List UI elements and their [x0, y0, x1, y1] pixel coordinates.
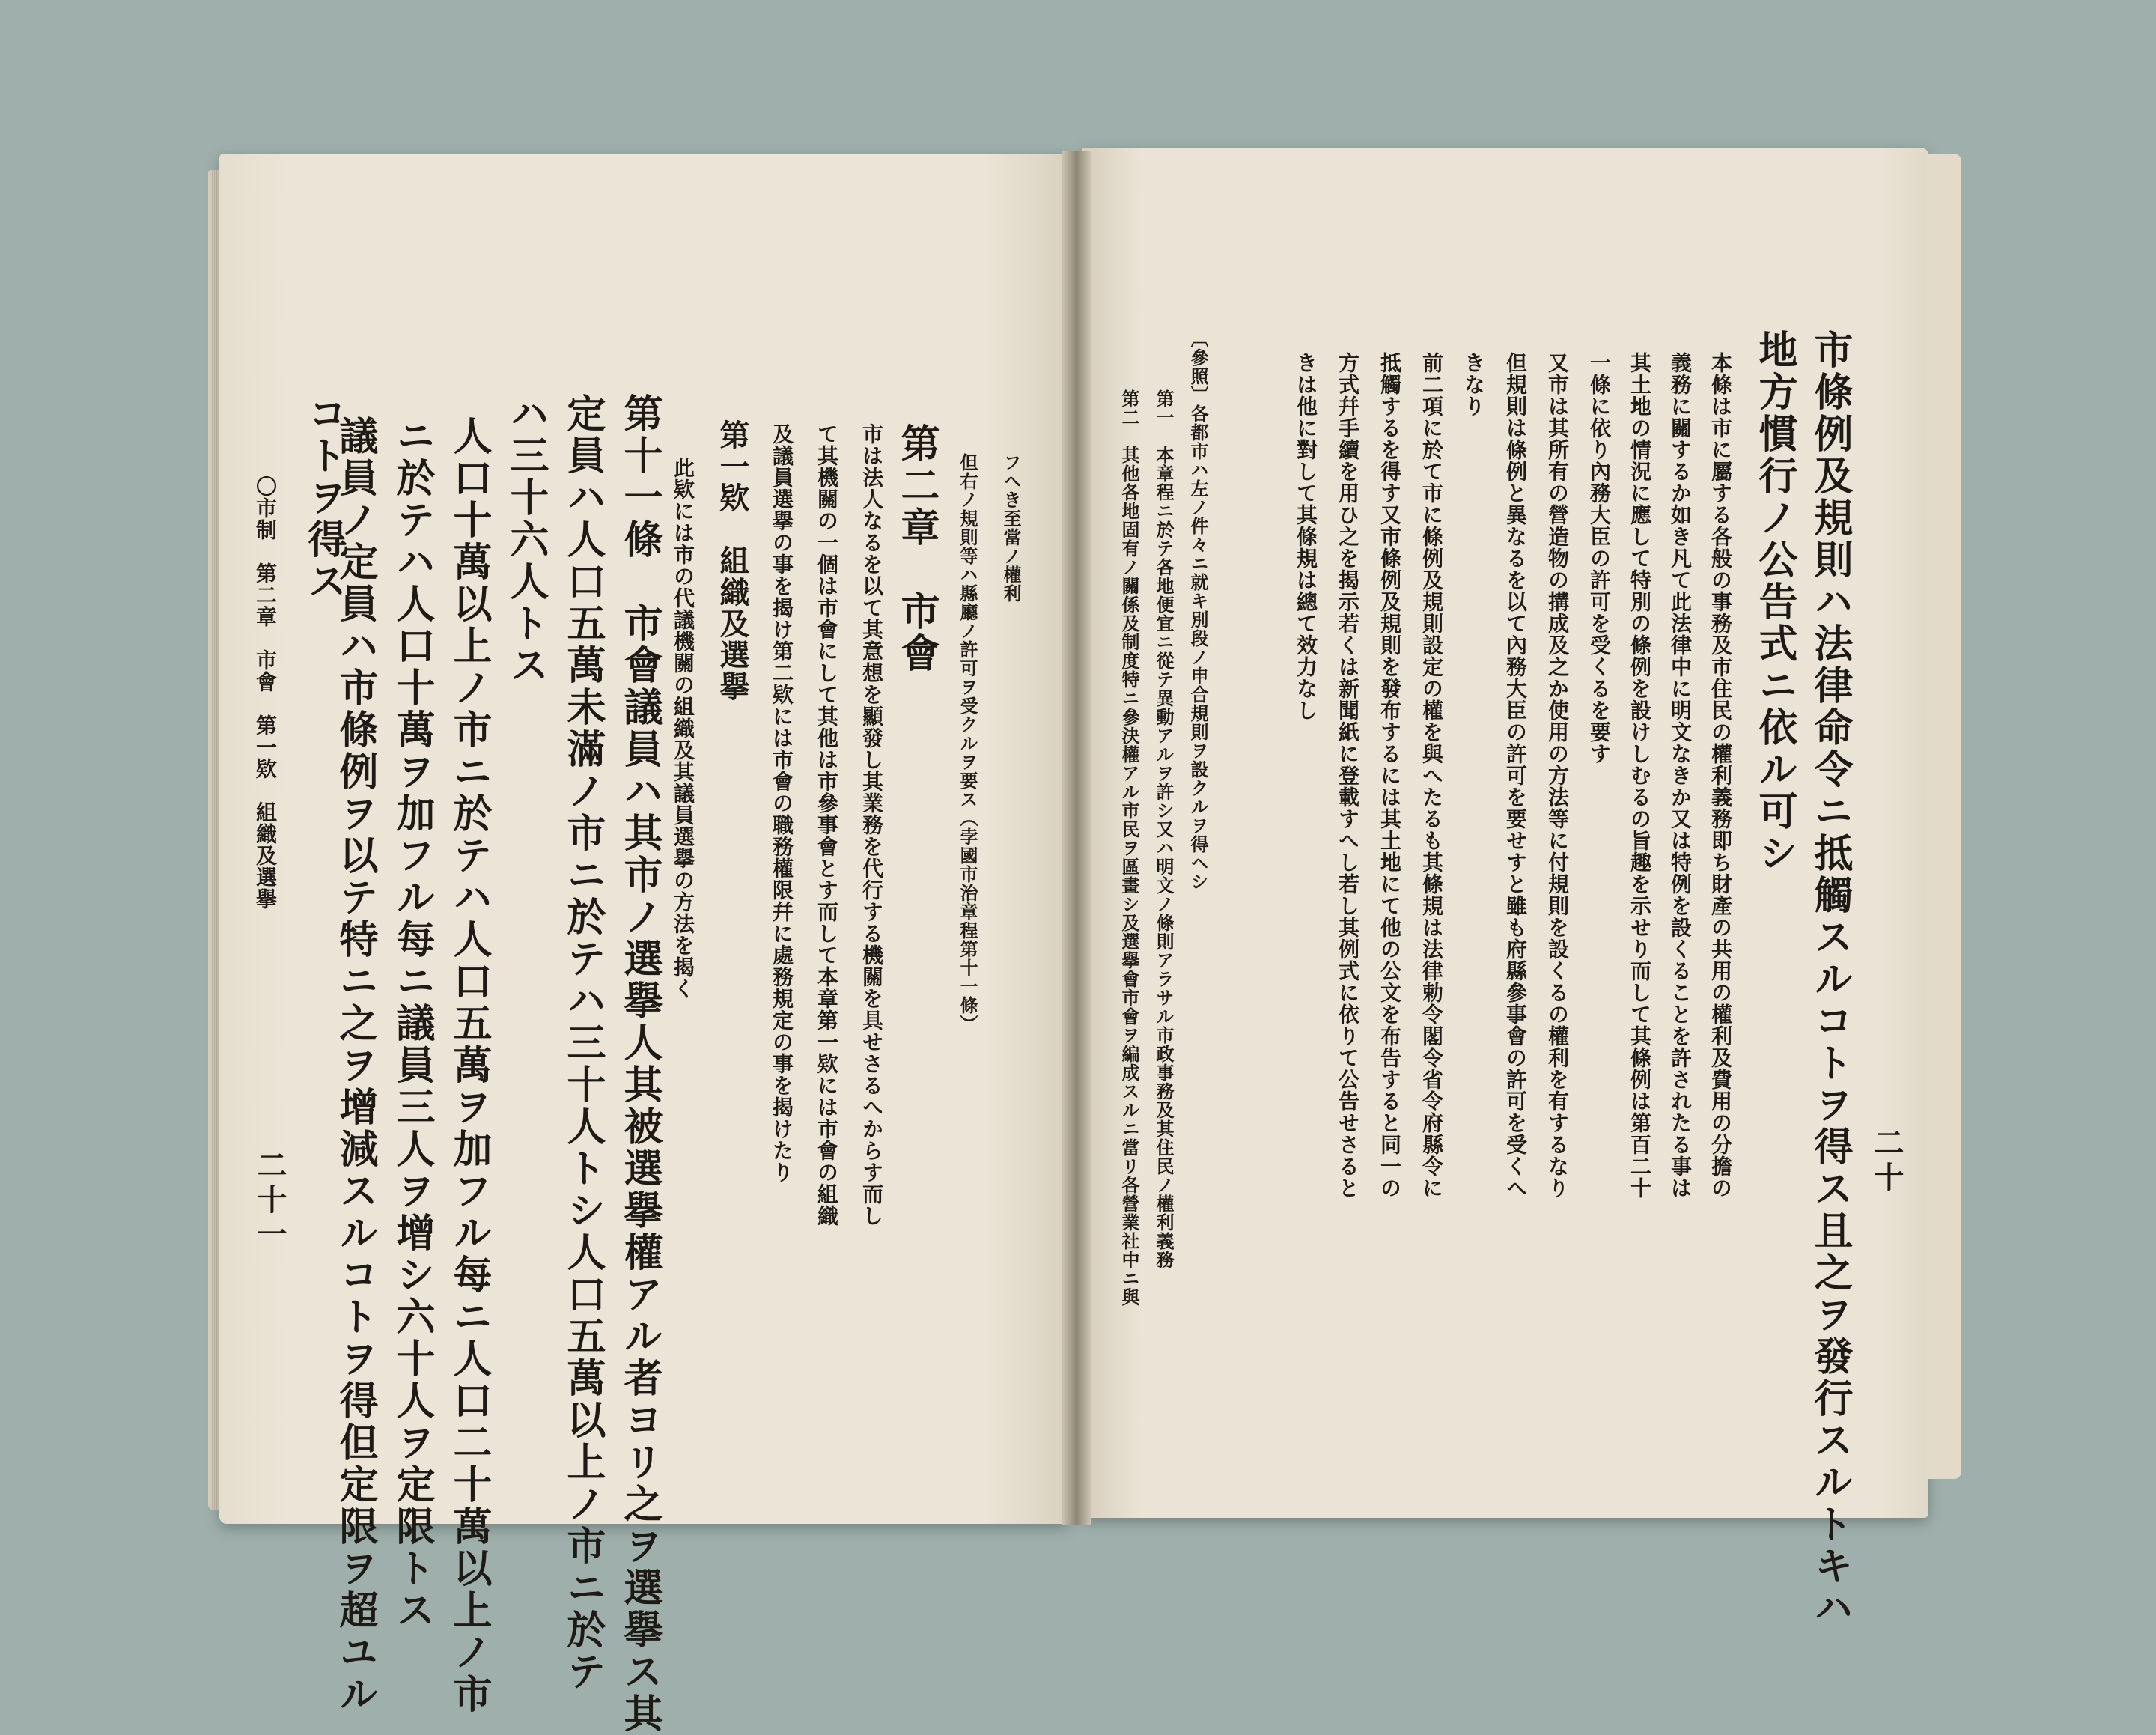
text-column: 本條は市に屬する各般の事務及市住民の權利義務即ち財產の共用の權利及費用の分擔の	[1708, 352, 1733, 1199]
text-column: 市は法人なるを以て其意想を顯發し其業務を代行する機關を具せさるへからす而し	[859, 423, 884, 1227]
text-column: 但規則は條例と異なるを以て內務大臣の許可を要せすと雖も府縣參事會の許可を受くへ	[1503, 352, 1528, 1199]
text-column: 又市は其所有の營造物の搆成及之か使用の方法等に付規則を設くるの權利を有するなり	[1545, 352, 1570, 1199]
article-column: 議員ノ定員ハ市條例ヲ以テ特ニ之ヲ增減スルコトヲ得但定限ヲ超ユル	[332, 416, 378, 1716]
running-head: 〇市制 第二章 市會 第一欵 組織及選擧	[253, 475, 278, 910]
article-column: ニ於テハ人口十萬ヲ加フル每ニ議員三人ヲ增シ六十人ヲ定限トス	[389, 416, 435, 1632]
text-column: フへき至當ノ權利	[1000, 453, 1022, 603]
text-column: 前二項に於て市に條例及規則設定の權を與へたるも其條規は法律勅令閣令省令府縣令に	[1419, 352, 1444, 1199]
text-column: きは他に對して其條規は總て效力なし	[1294, 352, 1318, 721]
text-column: 方式幷手續を用ひ之を揭示若くは新聞紙に登載すへし若し其例式に依りて公告せさると	[1336, 352, 1360, 1199]
article-column: 第十一條 市會議員ハ其市ノ選擧人其被選擧權アル者ヨリ之ヲ選擧ス其	[617, 393, 663, 1735]
section-heading: 第一欵 組織及選擧	[715, 419, 750, 702]
article-column: コトヲ得ス	[301, 393, 347, 603]
text-column: て其機關の一個は市會にして其他は市參事會とす而して本章第一欵には市會の組織	[814, 423, 839, 1227]
chapter-heading: 第二章 市會	[894, 423, 940, 675]
text-column: 一條に依り內務大臣の許可を受くるを要す	[1587, 352, 1612, 765]
reference-column: 〔參照〕各都市ハ左ノ件々ニ就キ別段ノ申合規則ヲ設クルヲ得ヘシ	[1187, 329, 1209, 891]
article-column: 定員ハ人口五萬未滿ノ市ニ於テハ三十人トシ人口五萬以上ノ市ニ於テ	[560, 393, 606, 1693]
page-number-right: 二十	[1869, 1127, 1904, 1196]
text-column: 抵觸するを得す又市條例及規則を發布するには其土地にて他の公文を布告すると同一の	[1377, 352, 1402, 1199]
article-column: 地方慣行ノ公告式ニ依ル可シ	[1752, 329, 1797, 875]
text-column: きなり	[1461, 352, 1486, 417]
article-column: 人口十萬以上ノ市ニ於テハ人口五萬ヲ加フル每ニ人口二十萬以上ノ市	[446, 416, 492, 1716]
text-column: 其土地の情況に應して特別の條例を設けしむるの旨趣を示せり而して其條例は第百二十	[1627, 352, 1652, 1199]
reference-column: 第一 本章程ニ於テ各地便宜ニ從テ異動アルヲ許シ又ハ明文ノ條則アラサル市政事務及其住民ノ權利義務	[1153, 389, 1175, 1269]
text-column: 此欵には市の代議機關の組織及其議員選擧の方法を揭く	[671, 457, 695, 1000]
book-gutter	[1062, 151, 1091, 1525]
article-column: 市條例及規則ハ法律命令ニ抵觸スルコトヲ得ス且之ヲ發行スルトキハ	[1807, 329, 1853, 1629]
book-edge-right	[1925, 154, 1961, 1479]
text-column: 但右ノ規則等ハ縣廳ノ許可ヲ受クルヲ要ス（孛國市治章程第十一條）	[957, 453, 978, 1033]
article-column: ハ三十六人トス	[503, 393, 549, 687]
page-number-left: 二十一	[252, 1149, 287, 1253]
text-column: 義務に關するか如き凡て此法律中に明文なきか又は特例を設くることを許されたる事は	[1668, 352, 1693, 1199]
reference-column: 第二 其他各地固有ノ關係及制度特ニ參決權アル市民ヲ區畫シ及選擧會市會ヲ編成スルニ當リ各營業社中ニ與	[1118, 389, 1140, 1307]
text-column: 及議員選擧の事を揭け第二欵には市會の職務權限幷に處務規定の事を揭けたり	[770, 423, 794, 1183]
